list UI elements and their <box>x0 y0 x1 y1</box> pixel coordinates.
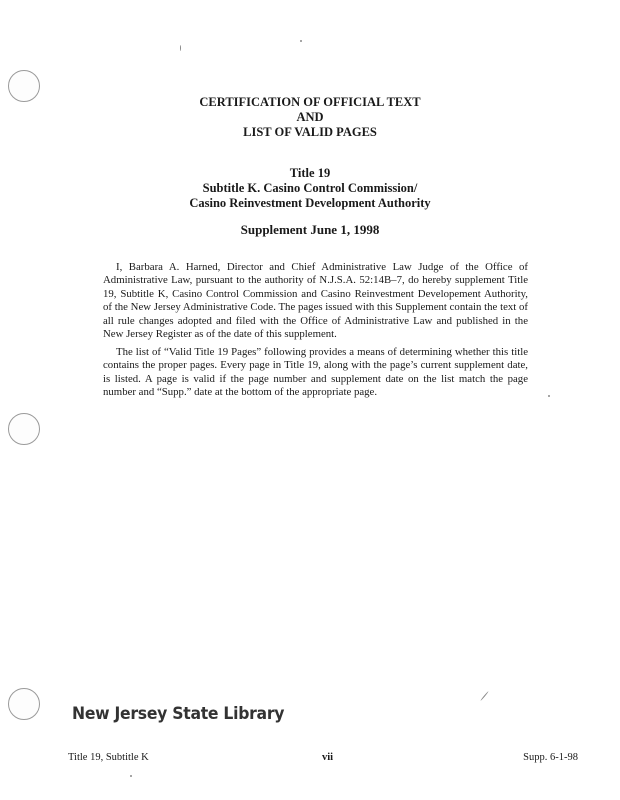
punch-hole-middle <box>8 413 40 445</box>
scan-speck <box>548 395 550 397</box>
scan-speck <box>480 691 488 701</box>
footer-supplement: Supp. 6-1-98 <box>523 752 578 763</box>
heading-line-3: LIST OF VALID PAGES <box>243 125 377 139</box>
footer-title: Title 19, Subtitle K <box>68 752 149 763</box>
heading-line-1: CERTIFICATION OF OFFICIAL TEXT <box>199 95 421 109</box>
scan-speck <box>300 40 302 42</box>
heading-line-2: AND <box>296 110 324 124</box>
scan-speck <box>180 45 181 51</box>
footer-page-number: vii <box>322 752 334 763</box>
subtitle-line-2: Casino Reinvestment Development Authority <box>189 196 431 210</box>
punch-hole-bottom <box>8 688 40 720</box>
certification-heading <box>0 95 620 140</box>
title-number: Title 19 <box>289 166 331 180</box>
title-heading <box>0 166 620 211</box>
library-stamp: New Jersey State Library <box>72 704 285 724</box>
subtitle-line-1: Subtitle K. Casino Control Commission/ <box>202 181 418 195</box>
certification-paragraph: I, Barbara A. Harned, Director and Chief Administrative Law Judge of the Office of Administrative Law, pursuant to the authority of N.J.S.A. 52:14B–7, do hereby supplement Title 19, Subtitle K, Casino Control Commission and Casino Reinvestment Developement Authority, of the New Jersey Administrative Code. The pages issued with this Supplement contain the text of all rule changes adopted and filed with the Office of Administrative Law and published in the New Jersey Register as of the date of this supplement. <box>103 261 528 341</box>
supplement-date: Supplement June 1, 1998 <box>240 222 380 237</box>
scan-speck <box>130 775 132 777</box>
valid-pages-paragraph: The list of “Valid Title 19 Pages” following provides a means of determining whether this title contains the proper pages. Every page in Title 19, along with the page’s current supplement date, is listed. A page is valid if the page number and supplement date on the list match the page number and “Supp.” date at the bottom of the appropriate page. <box>103 346 528 399</box>
